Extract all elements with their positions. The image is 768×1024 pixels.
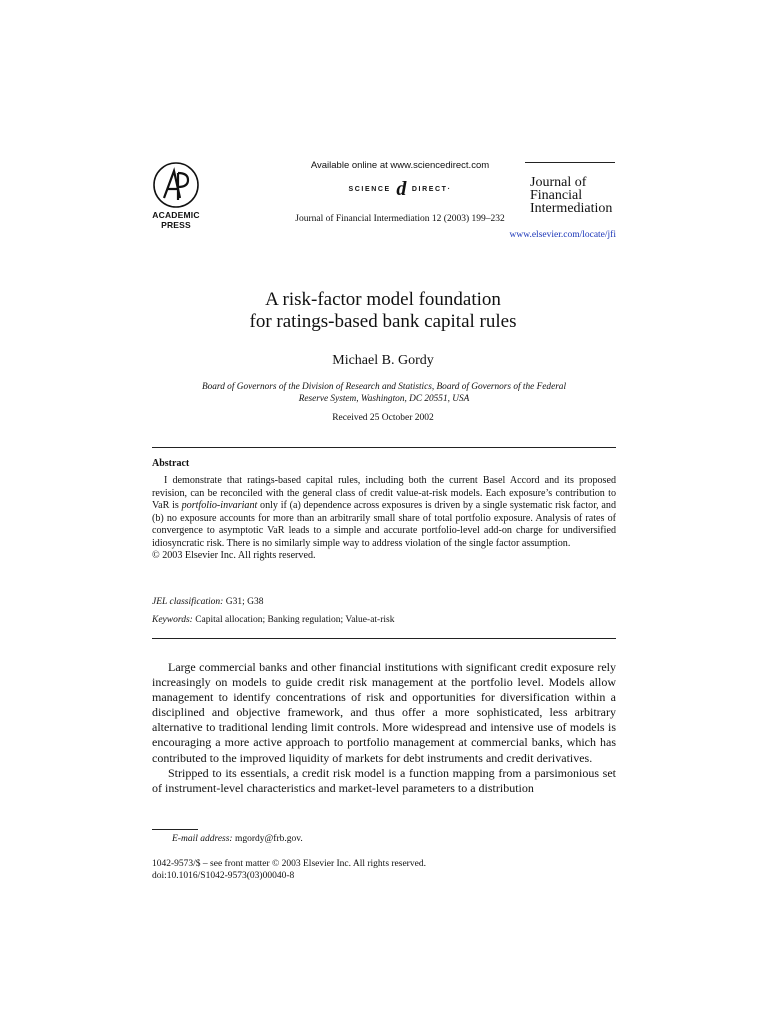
journal-title	[530, 176, 625, 215]
journal-title-rule	[525, 162, 615, 163]
journal-title-line: Financial	[530, 188, 583, 203]
email-address: mgordy@frb.gov.	[234, 834, 303, 844]
doi-line: doi:10.1016/S1042-9573(03)00040-8	[152, 871, 295, 881]
email-footnote	[172, 834, 303, 844]
journal-title-line: Journal of	[530, 175, 587, 190]
jel-value: G31; G38	[225, 597, 264, 607]
abstract-text-end: only if (a) dependence across exposures is driven by a single systematic risk factor, and (b) no exposure accounts for more than an arbitrarily small share of total portfolio exposure. Analysis of rates of convergence to asymptotic VaR leads to a simple and accurate portfolio-level add-on charge for undiversified idiosyncratic risk. There is no similarly simple way to address violation of the single factor assumption.	[152, 500, 616, 549]
email-label: E-mail address:	[172, 834, 233, 844]
jel-classification	[152, 597, 616, 607]
available-online-text: Available online at www.sciencedirect.com	[310, 160, 490, 171]
abstract-text	[152, 475, 616, 563]
journal-url-link[interactable]: www.elsevier.com/locate/jfi	[509, 230, 616, 240]
sciencedirect-logo	[250, 178, 550, 201]
affiliation-line: Reserve System, Washington, DC 20551, USA	[298, 393, 470, 404]
abstract-copyright: © 2003 Elsevier Inc. All rights reserved.	[152, 550, 316, 561]
article-title-line: for ratings-based bank capital rules	[249, 311, 517, 332]
trademark-dot-icon: ·	[447, 186, 452, 193]
publisher-name-line: PRESS	[161, 220, 191, 230]
sciencedirect-logo-right: DIRECT	[411, 186, 448, 193]
footnote-rule	[152, 829, 198, 830]
body-text	[152, 660, 616, 796]
received-date: Received 25 October 2002	[332, 413, 434, 423]
article-title-line: A risk-factor model foundation	[265, 289, 501, 310]
abstract-top-rule	[152, 447, 616, 448]
sciencedirect-logo-left: SCIENCE	[348, 186, 391, 193]
body-paragraph: Stripped to its essentials, a credit risk model is a function mapping from a parsimonious set of instrument-level characteristics and market-level parameters to a distribution	[152, 765, 616, 795]
body-paragraph: Large commercial banks and other financial institutions with significant credit exposure rely increasingly on models to guide credit risk management at the portfolio level. Models allow management to identify concentrations of risk and opportunities for diversification within a disciplined and objective framework, and thus offer a more sophisticated, less arbitrary alternative to traditional lending limit controls. More widespread and intensive use of models is encouraging a more active approach to portfolio management at commercial banks, which has contributed to the improved liquidity of markets for debt instruments and credit derivatives.	[152, 660, 616, 765]
article-title	[150, 289, 616, 333]
keywords	[152, 615, 616, 625]
affiliation-line: Board of Governors of the Division of Research and Statistics, Board of Governors of the Federal	[201, 382, 567, 392]
abstract-emphasis: portfolio-invariant	[181, 500, 258, 511]
academic-press-emblem-icon	[151, 160, 201, 210]
abstract-heading: Abstract	[152, 458, 190, 469]
publisher-name-line: ACADEMIC	[152, 210, 200, 220]
author-name: Michael B. Gordy	[332, 353, 434, 368]
keywords-value: Capital allocation; Banking regulation; Value-at-risk	[195, 615, 395, 625]
author-affiliation	[160, 382, 608, 405]
abstract-text-start: I demonstrate that ratings-based capital rules, including both the current Basel Accord and its proposed revision, can be reconciled with the general class of credit value-at-risk models. Each exposure’s contribution to VaR is	[152, 475, 616, 511]
journal-title-line: Intermediation	[530, 201, 613, 216]
abstract-bottom-rule	[152, 638, 616, 639]
journal-citation: Journal of Financial Intermediation 12 (2003) 199–232	[295, 214, 505, 224]
jel-label: JEL classification:	[152, 597, 224, 607]
front-matter-block	[152, 858, 426, 882]
keywords-label: Keywords:	[152, 615, 193, 625]
front-matter-line: 1042-9573/$ – see front matter © 2003 Elsevier Inc. All rights reserved.	[152, 859, 426, 869]
sciencedirect-d-icon: d	[396, 178, 407, 200]
